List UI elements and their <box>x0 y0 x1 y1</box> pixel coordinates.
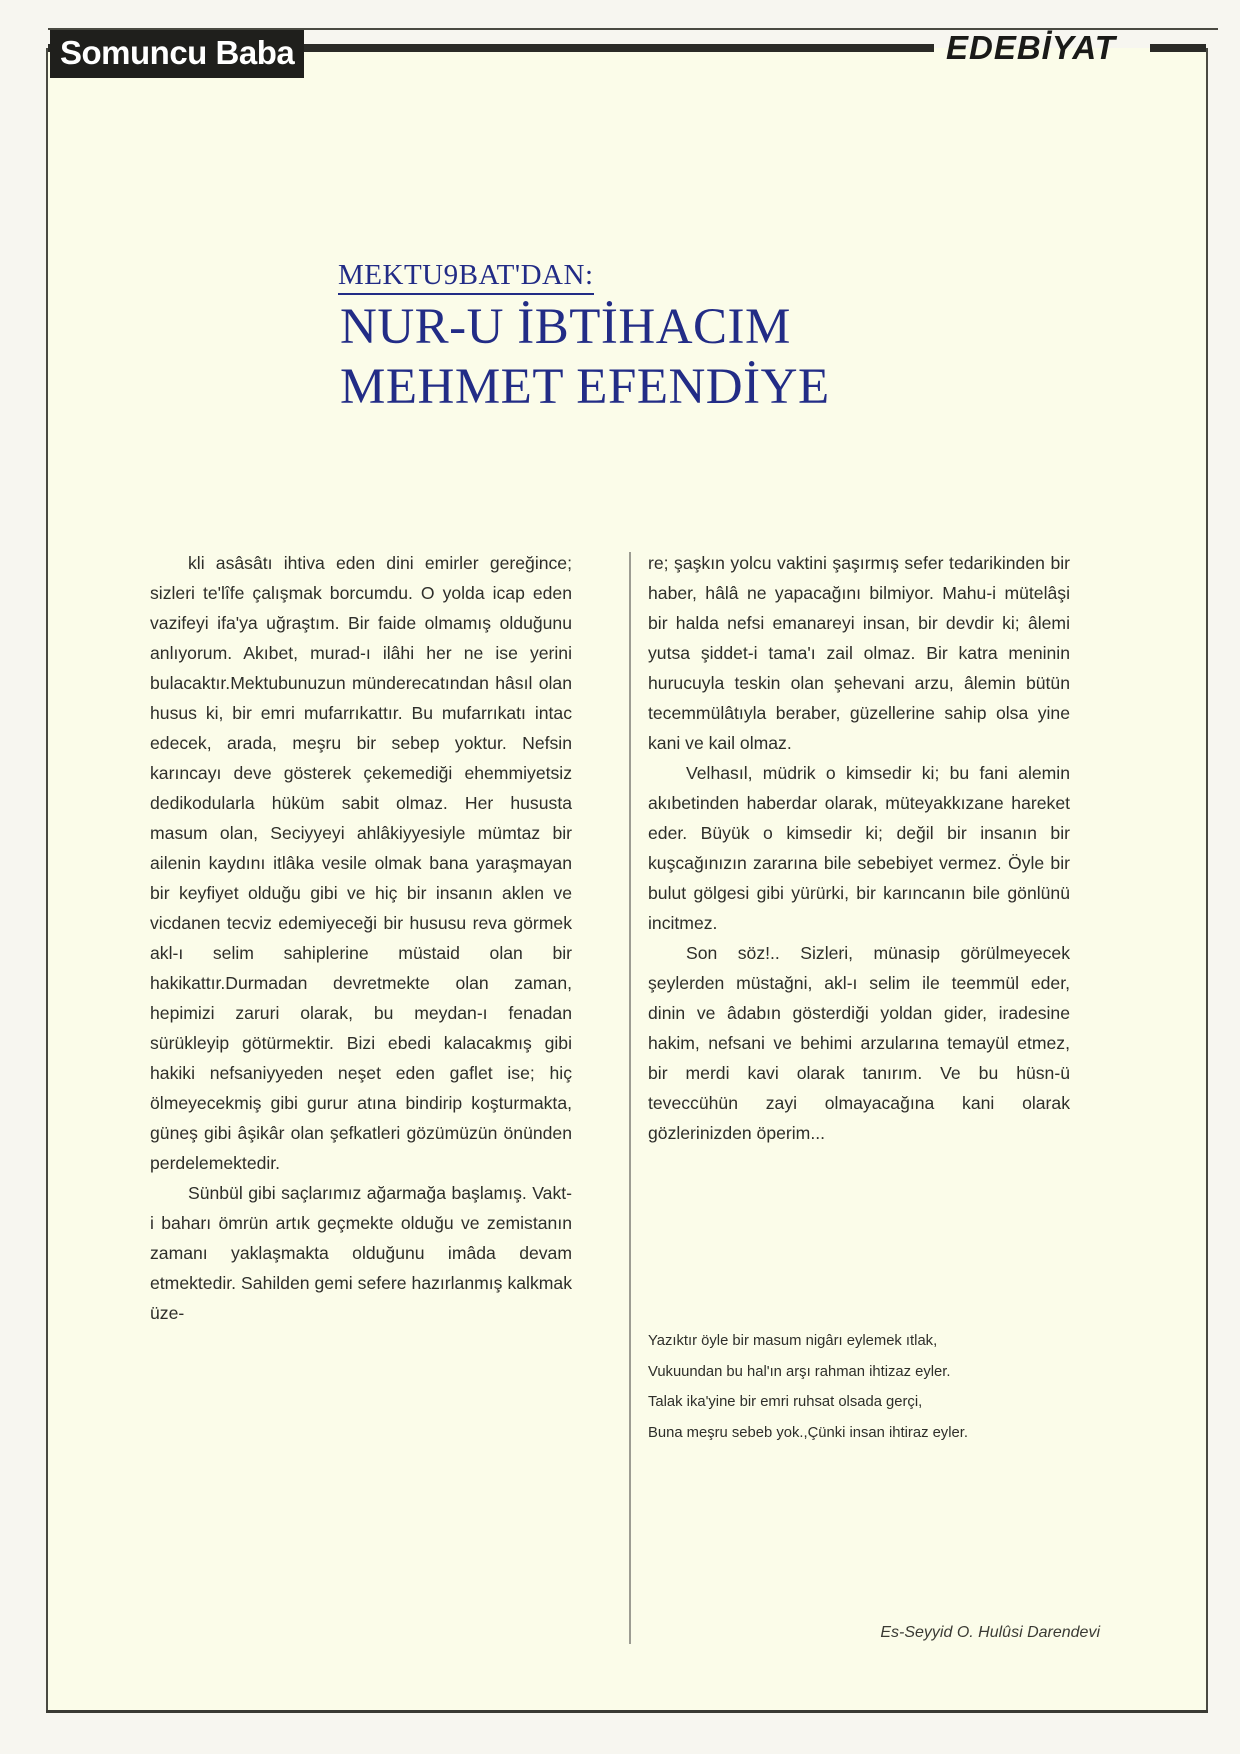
author-signature: Es-Seyyid O. Hulûsi Darendevi <box>880 1624 1100 1641</box>
paragraph: re; şaşkın yolcu vaktini şaşırmış sefer tedarikinden bir haber, hâlâ ne yapacağını bilmiyor. Mahu-i mütelâşi bir halda nefsi emanareyi insan, bir devdir ki; âlemi yutsa şiddet-i tama'ı zail olmaz. Bir katra meninin hurucuyla teskin olan şehevani arzu, âlemin bütün tecemmülâtıyla beraber, güzellerine sahip olsa yine kani ve kail olmaz. <box>648 553 1070 753</box>
paragraph: Velhasıl, müdrik o kimsedir ki; bu fani alemin akıbetinden haberdar olarak, müteyakkızane hareket eder. Büyük o kimsedir ki; değil bir insanın bir kuşcağınızın zararına bile sebebiyet vermez. Öyle bir bulut gölgesi gibi yürürki, bir karıncanın bile gönlünü incitmez. <box>648 763 1070 933</box>
paragraph: Son söz!.. Sizleri, münasip görülmeyecek şeylerden müstağni, akl-ı selim ile teemmül eder, dinin ve âdabın gösterdiği yoldan gider, iradesine hakim, nefsani ve behimi arzularına temayül etmez, bir merdi kavi olarak tanırım. Ve bu hüsn-ü teveccühün zayi olmayacağına kani olarak gözlerinizden öperim... <box>648 943 1070 1143</box>
paragraph: Sünbül gibi saçlarımız ağarmağa başlamış. Vakt-i baharı ömrün artık geçmekte olduğu ve zemistanın zamanı yaklaşmakta olduğunu imâda devam etmektedir. Sahilden gemi sefere hazırlanmış kalkmak üze- <box>150 1183 572 1323</box>
article-supertitle: MEKTU9BAT'DAN: <box>338 258 594 295</box>
article-title-line-1: NUR-U İBTİHACIM <box>340 299 791 355</box>
poem-block <box>648 1326 1108 1448</box>
column-divider <box>629 552 631 1644</box>
category-label: EDEBİYAT <box>946 29 1116 66</box>
poem-line: Talak ika'yine bir emri ruhsat olsada gerçi, <box>648 1394 923 1410</box>
magazine-name-tag: Somuncu Baba <box>50 30 304 78</box>
paragraph: kli asâsâtı ihtiva eden dini emirler gereğince; sizleri te'lîfe çalışmak borcumdu. O yolda icap eden vazifeyi ifa'ya uğraştım. Bir faide olmamış olduğunu anlıyorum. Akıbet, murad-ı ilâhi her ne ise yerini bulacaktır.Mektubunuzun münderecatından hâsıl olan husus ki, bir emri mufarrıkattır. Bu mufarrıkatı intac edecek, arada, meşru bir sebep yoktur. Nefsin karıncayı deve gösterek çekemediği ehemmiyetsiz dedikodularla hüküm sabit olmaz. Her hususta masum olan, Seciyyeyi ahlâkiyyesiyle mümtaz bir ailenin kaydını itlâka vesile olmak bana yaraşmayan bir keyfiyet olduğu gibi ve hiç bir insanın aklen ve vicdanen tecviz edemiyeceği bir hususu reva görmek akl-ı selim sahiplerine müstaid olan bir hakikattır.Durmadan devretmekte olan zaman, hepimizi zaruri olarak, bu meydan-ı fenadan sürükleyip götürmektir. Bizi ebedi kalacakmış gibi hakiki nefsaniyyeden neşet eden gaflet ise; hiç ölmeyecekmiş gibi gurur atına bindirip koşturmakta, güneş gibi âşikâr olan şefkatleri gözümüzün önünden perdelemektedir. <box>150 553 572 1173</box>
article-title-line-2: MEHMET EFENDİYE <box>340 359 830 415</box>
bottom-rule <box>46 1710 1208 1713</box>
body-column-left <box>150 548 572 1328</box>
body-column-right <box>648 548 1070 1148</box>
poem-line: Vukuundan bu hal'ın arşı rahman ihtizaz eyler. <box>648 1363 951 1380</box>
poem-line: Buna meşru sebeb yok.,Çünki insan ihtiraz eyler. <box>648 1424 968 1441</box>
header-rule-right <box>1150 44 1206 52</box>
article-title-block <box>340 258 1160 415</box>
poem-line: Yazıktır öyle bir masum nigârı eylemek ıtlak, <box>648 1333 938 1349</box>
